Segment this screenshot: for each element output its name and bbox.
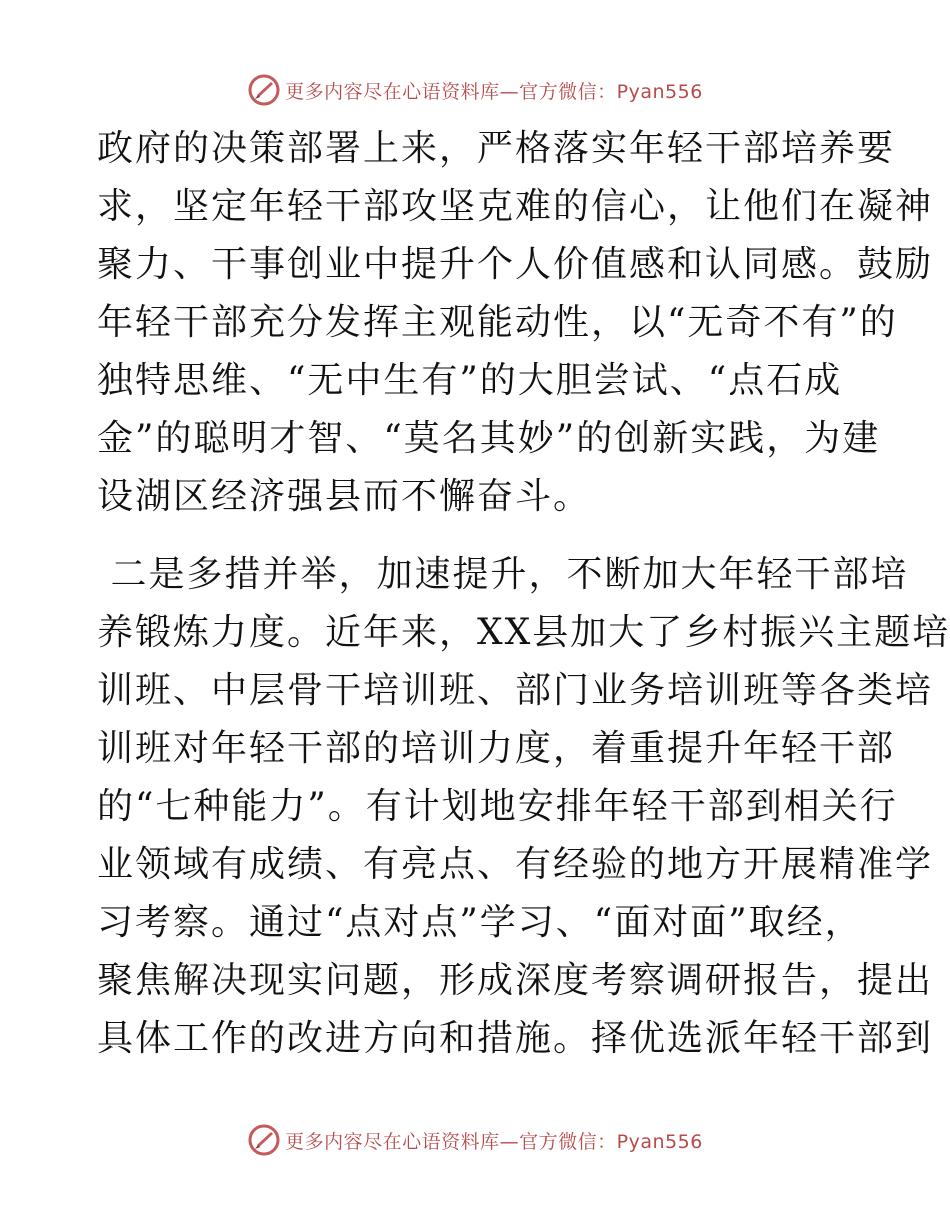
text-line: 二是多措并举，加速提升，不断加大年轻干部培 xyxy=(97,554,909,595)
text-line: 设湖区经济强县而不懈奋斗。 xyxy=(97,476,592,517)
logo-icon xyxy=(247,1123,281,1157)
text-line: 独特思维、“无中生有”的大胆尝试、“点石成 xyxy=(97,360,843,401)
text-line: 具体工作的改进方向和措施。择优选派年轻干部到 xyxy=(97,1018,934,1059)
text-line: 年轻干部充分发挥主观能动性，以“无奇不有”的 xyxy=(97,302,898,343)
footer-banner xyxy=(0,1120,950,1160)
paragraph-2 xyxy=(97,546,950,1068)
logo-icon xyxy=(247,73,281,107)
text-line: 的“七种能力”。有计划地安排年轻干部到相关行 xyxy=(97,786,898,827)
text-line: 业领域有成绩、有亮点、有经验的地方开展精准学 xyxy=(97,844,934,885)
header-banner xyxy=(0,70,950,110)
header-banner-text: 更多内容尽在心语资料库—官方微信：Pyan556 xyxy=(285,80,703,103)
text-line: 政府的决策部署上来，严格落实年轻干部培养要 xyxy=(97,128,896,169)
text-line: 习考察。通过“点对点”学习、“面对面”取经， xyxy=(97,902,863,943)
text-line: 聚力、干事创业中提升个人价值感和认同感。鼓励 xyxy=(97,244,934,285)
paragraph-1 xyxy=(97,120,934,526)
text-line: 训班、中层骨干培训班、部门业务培训班等各类培 xyxy=(97,670,934,711)
text-line: 训班对年轻干部的培训力度，着重提升年轻干部 xyxy=(97,728,896,769)
footer-banner-text: 更多内容尽在心语资料库—官方微信：Pyan556 xyxy=(285,1130,703,1153)
text-line: 金”的聪明才智、“莫名其妙”的创新实践，为建 xyxy=(97,418,881,459)
text-line: 求，坚定年轻干部攻坚克难的信心，让他们在凝神 xyxy=(97,186,934,227)
text-line: 养锻炼力度。近年来，XX县加大了乡村振兴主题培 xyxy=(97,612,950,653)
text-line: 聚焦解决现实问题，形成深度考察调研报告，提出 xyxy=(97,960,934,1001)
document-body xyxy=(97,120,950,1068)
